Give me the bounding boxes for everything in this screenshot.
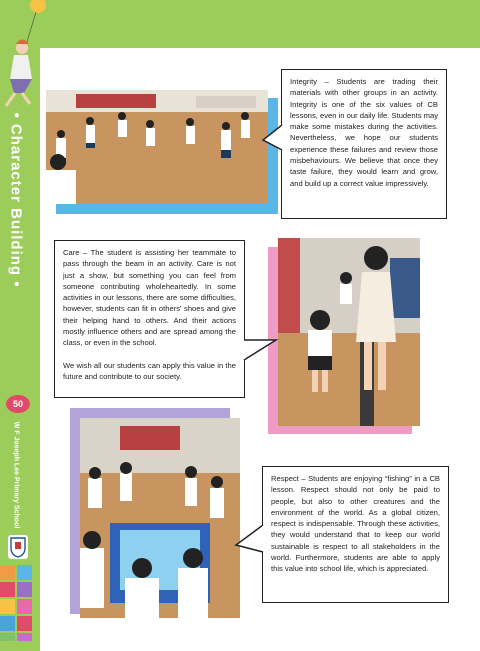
school-name: W F Joseph Lee Primary School (12, 421, 20, 529)
respect-photo (80, 418, 240, 618)
respect-caption: Respect – Students are enjoying “fishing” in a CB lesson. Respect should not only be paid to people, but also to other creatures and the environment of the world. As a global citizen, respect is indispensable. Through these activities, they would understand that to keep our world sustainable is respect to all stakeholders in the world. Furthermore, students are able to apply this value into school life, which is appreciated. (262, 466, 449, 603)
care-caption: Care – The student is assisting her teammate to pass through the beam in an activity. Care is not just a show, but something you can feel from someone contributing wholeheartedly. In some activities in our lessons, there are some difficulties, however, students can fit in others' shoes and give their helping hand to others. And their actions mostly influence others and are spread among the class, or even in the school. We wish all our students can apply this value in the future and contribute to our society. (54, 240, 245, 398)
integrity-photo (46, 90, 268, 204)
integrity-caption: Integrity – Students are trading their materials with other groups in an activity. Integrity is one of the six values of CB lessons, even in our daily life. Students may make some mistakes during the activities. Nevertheless, we hope our students experience these failures and review those misbehaviours. We believe that once they taste failure, they would learn and grow, and build up a correct value impressively. (281, 69, 447, 219)
page-number: 50 (6, 395, 30, 413)
care-photo (278, 238, 420, 426)
section-title: • Character Building • (7, 112, 25, 288)
top-green-band (0, 0, 480, 48)
school-crest-logo (8, 535, 28, 559)
